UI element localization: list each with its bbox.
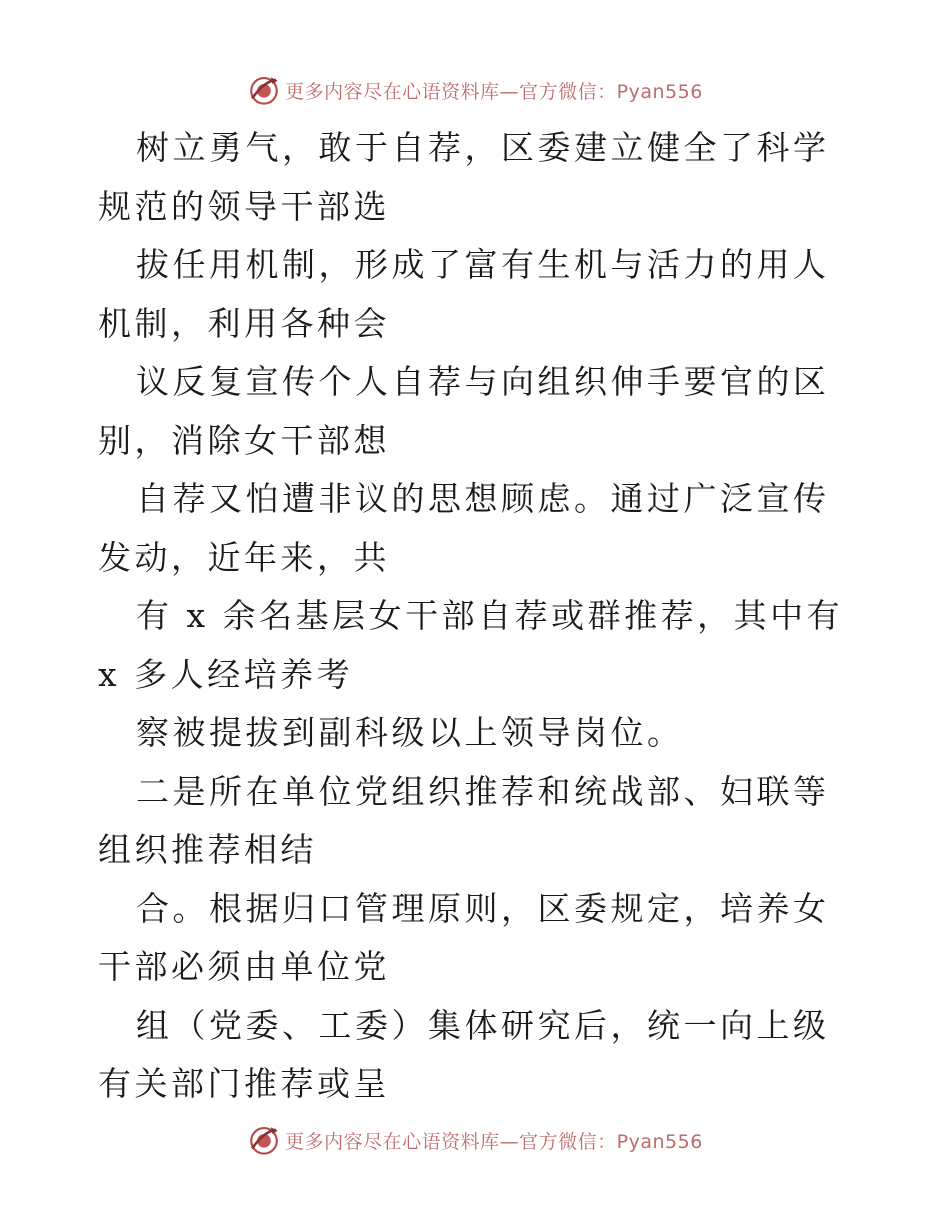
- paragraph: 自荐又怕遭非议的思想顾虑。通过广泛宣传发动，近年来，共: [98, 479, 830, 577]
- banner-dash: —: [499, 1130, 520, 1153]
- banner-title: 更多内容尽在心语资料库: [285, 80, 500, 103]
- banner-contact: 官方微信：Pyan556: [519, 80, 703, 103]
- paragraph: 树立勇气，敢于自荐，区委建立健全了科学规范的领导干部选: [98, 128, 830, 226]
- banner-text: [285, 1127, 703, 1154]
- header-banner: [0, 70, 950, 110]
- paragraph: 合。根据归口管理原则，区委规定，培养女干部必须由单位党: [98, 888, 830, 986]
- paragraph: 议反复宣传个人自荐与向组织伸手要官的区别，消除女干部想: [98, 362, 830, 460]
- paragraph: 二是所在单位党组织推荐和统战部、妇联等组织推荐相结: [98, 771, 830, 869]
- banner-contact: 官方微信：Pyan556: [519, 1130, 703, 1153]
- paragraph: 察被提拔到副科级以上领导岗位。: [136, 713, 684, 752]
- banner-title: 更多内容尽在心语资料库: [285, 1130, 500, 1153]
- banner-dash: —: [499, 80, 520, 103]
- paragraph: 组（党委、工委）集体研究后，统一向上级有关部门推荐或呈: [98, 1005, 830, 1103]
- document-body: [98, 119, 858, 1114]
- banner-text: [285, 77, 703, 104]
- paragraph: 拔任用机制，形成了富有生机与活力的用人机制，利用各种会: [98, 245, 830, 343]
- footer-banner: [0, 1120, 950, 1160]
- logo-icon: [247, 1123, 281, 1157]
- paragraph: 有 x 余名基层女干部自荐或群推荐，其中有 x 多人经培养考: [98, 596, 844, 694]
- logo-icon: [247, 73, 281, 107]
